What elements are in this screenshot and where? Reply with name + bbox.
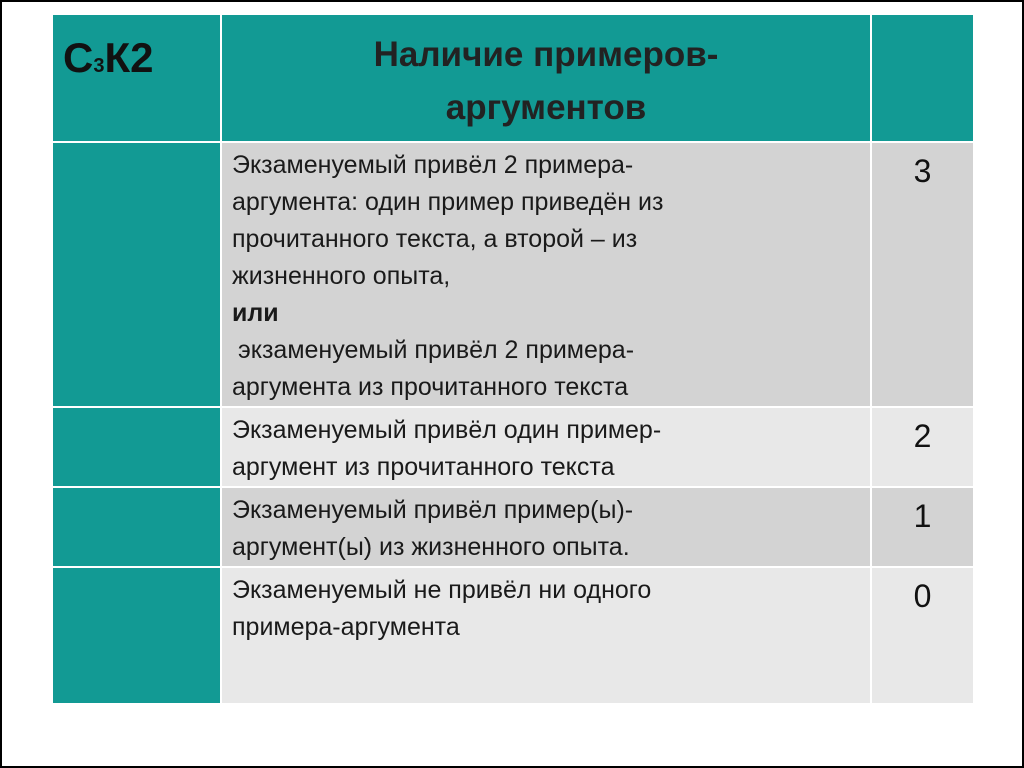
row-marker-cell: [52, 487, 221, 567]
table-header-row: [52, 14, 974, 142]
score-cell: 0: [871, 567, 974, 704]
criterion-title: Наличие примеров- аргументов: [221, 14, 871, 142]
score-cell: 2: [871, 407, 974, 487]
header-score-cell: [871, 14, 974, 142]
criteria-table: [51, 13, 975, 705]
row-marker-cell: [52, 407, 221, 487]
criterion-description: Экзаменуемый привёл один пример- аргумент из прочитанного текста: [221, 407, 871, 487]
table-row: [52, 407, 974, 487]
criterion-description: Экзаменуемый не привёл ни одного примера-аргумента: [221, 567, 871, 704]
criterion-description: Экзаменуемый привёл пример(ы)- аргумент(ы) из жизненного опыта.: [221, 487, 871, 567]
criterion-code: С3К2: [52, 14, 221, 142]
table-row: [52, 567, 974, 704]
criterion-description: Экзаменуемый привёл 2 примера- аргумента: один пример приведён из прочитанного текста, а второй – из жизненного опыта, или экзаменуемый привёл 2 примера- аргумента из прочитанного текста: [221, 142, 871, 407]
row-marker-cell: [52, 567, 221, 704]
table-row: [52, 142, 974, 407]
score-cell: 1: [871, 487, 974, 567]
score-cell: 3: [871, 142, 974, 407]
table-row: [52, 487, 974, 567]
row-marker-cell: [52, 142, 221, 407]
